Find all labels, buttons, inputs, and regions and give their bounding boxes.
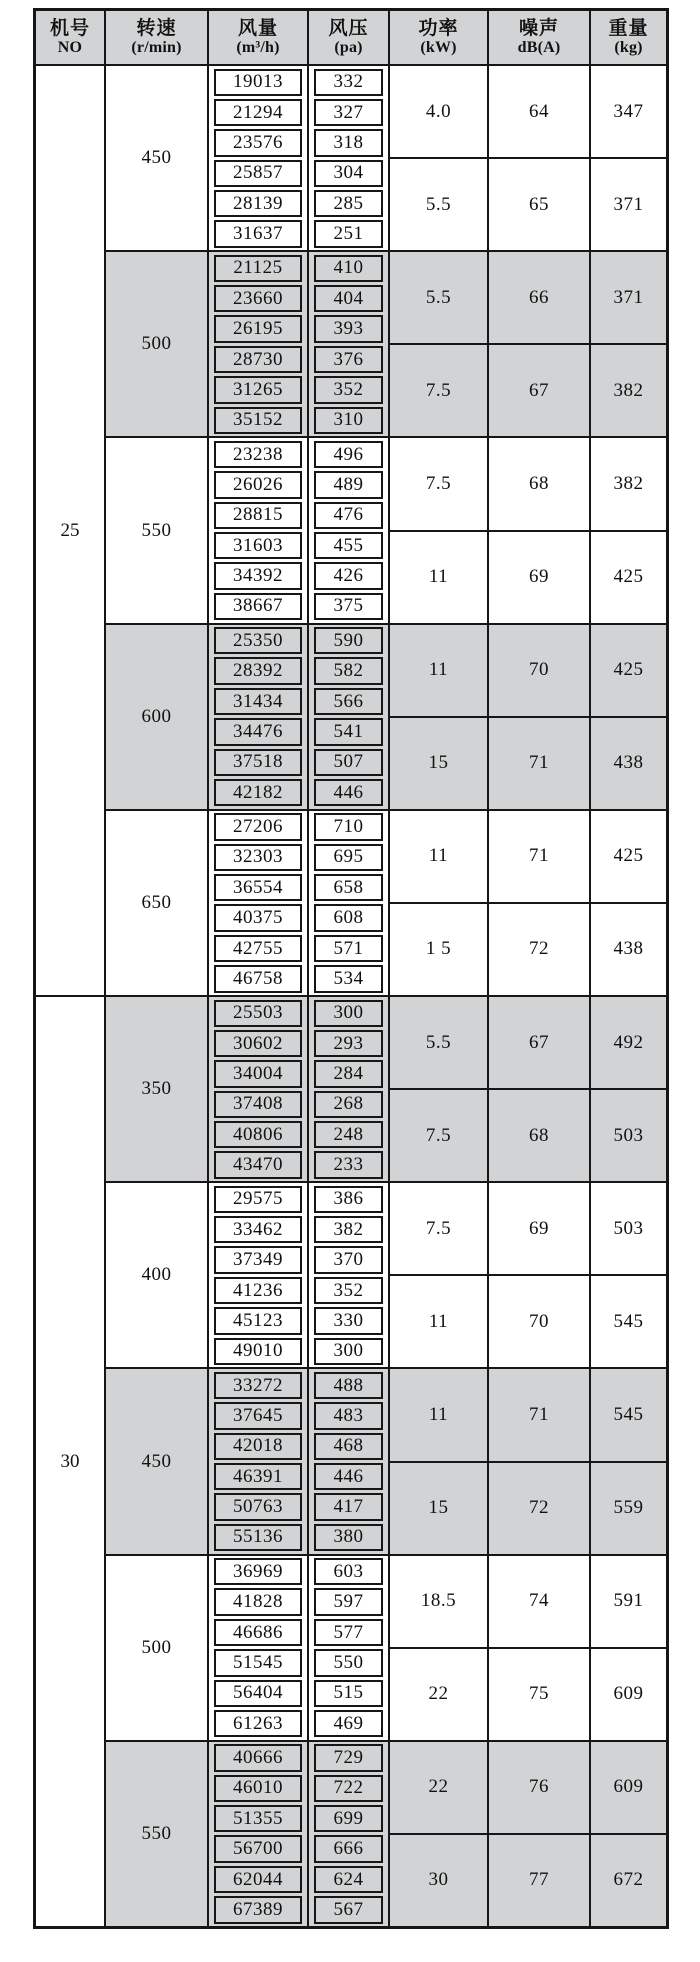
pressure-cell: 382 bbox=[314, 1216, 383, 1243]
airflow-cell: 37645 bbox=[214, 1402, 302, 1429]
pressure-cell: 426 bbox=[314, 562, 383, 589]
airflow-column bbox=[209, 438, 309, 622]
airflow-cell: 46686 bbox=[214, 1619, 302, 1646]
pressure-cell: 376 bbox=[314, 346, 383, 373]
pressure-cell: 603 bbox=[314, 1558, 383, 1585]
airflow-cell: 41828 bbox=[214, 1588, 302, 1615]
speed-cell: 600 bbox=[106, 625, 209, 809]
noise-cell: 71 bbox=[489, 1369, 591, 1460]
airflow-cell: 45123 bbox=[214, 1307, 302, 1334]
speed-group bbox=[106, 1369, 666, 1555]
airflow-cell: 37518 bbox=[214, 749, 302, 776]
airflow-cell: 23660 bbox=[214, 285, 302, 312]
pressure-cell: 417 bbox=[314, 1493, 383, 1520]
pressure-cell: 577 bbox=[314, 1619, 383, 1646]
airflow-cell: 41236 bbox=[214, 1277, 302, 1304]
table-row-block bbox=[390, 532, 666, 623]
header-label-line2: (kW) bbox=[420, 39, 457, 57]
airflow-cell: 40666 bbox=[214, 1744, 302, 1771]
noise-cell: 74 bbox=[489, 1556, 591, 1647]
pressure-cell: 496 bbox=[314, 441, 383, 468]
merged-blocks bbox=[390, 625, 666, 809]
airflow-cell: 42018 bbox=[214, 1433, 302, 1460]
airflow-cell: 46758 bbox=[214, 965, 302, 992]
table-row-block bbox=[390, 1276, 666, 1367]
merged-blocks bbox=[390, 1369, 666, 1553]
noise-cell: 69 bbox=[489, 532, 591, 623]
table-row-block bbox=[390, 997, 666, 1090]
airflow-column bbox=[209, 997, 309, 1181]
power-cell: 11 bbox=[390, 532, 489, 623]
pressure-cell: 410 bbox=[314, 255, 383, 282]
pressure-column bbox=[309, 811, 390, 995]
pressure-cell: 476 bbox=[314, 502, 383, 529]
noise-cell: 65 bbox=[489, 159, 591, 250]
power-cell: 15 bbox=[390, 718, 489, 809]
weight-cell: 503 bbox=[613, 1124, 644, 1146]
weight-cell: 438 bbox=[613, 938, 644, 960]
table-section-no-25 bbox=[36, 66, 666, 997]
table-row-block bbox=[390, 1649, 666, 1740]
merged-blocks bbox=[390, 811, 666, 995]
pressure-cell: 327 bbox=[314, 99, 383, 126]
airflow-column bbox=[209, 1369, 309, 1553]
power-cell: 18.5 bbox=[390, 1556, 489, 1647]
airflow-cell: 62044 bbox=[214, 1866, 302, 1893]
airflow-column bbox=[209, 66, 309, 250]
airflow-cell: 27206 bbox=[214, 813, 302, 840]
merged-blocks bbox=[390, 997, 666, 1181]
speed-group bbox=[106, 811, 666, 995]
weight-cell: 347 bbox=[613, 100, 644, 122]
table-row-block bbox=[390, 1742, 666, 1835]
power-cell: 1 5 bbox=[390, 904, 489, 995]
merged-blocks bbox=[390, 66, 666, 250]
weight-cell: 492 bbox=[613, 1031, 644, 1053]
pressure-cell: 446 bbox=[314, 779, 383, 806]
pressure-cell: 446 bbox=[314, 1463, 383, 1490]
pressure-cell: 375 bbox=[314, 593, 383, 620]
pressure-cell: 284 bbox=[314, 1060, 383, 1087]
pressure-cell: 468 bbox=[314, 1433, 383, 1460]
speed-groups bbox=[106, 997, 666, 1926]
airflow-cell: 61263 bbox=[214, 1710, 302, 1737]
airflow-column bbox=[209, 811, 309, 995]
airflow-cell: 31637 bbox=[214, 220, 302, 247]
airflow-cell: 49010 bbox=[214, 1338, 302, 1365]
weight-cell: 545 bbox=[613, 1310, 644, 1332]
airflow-cell: 67389 bbox=[214, 1896, 302, 1923]
airflow-cell: 23238 bbox=[214, 441, 302, 468]
noise-cell: 67 bbox=[489, 997, 591, 1088]
pressure-column bbox=[309, 1369, 390, 1553]
header-cell-1 bbox=[36, 11, 106, 64]
header-label-line2: (m³/h) bbox=[236, 39, 280, 57]
airflow-cell: 56700 bbox=[214, 1835, 302, 1862]
weight-cell: 438 bbox=[613, 752, 644, 774]
table-row-block bbox=[390, 1556, 666, 1649]
pressure-cell: 304 bbox=[314, 160, 383, 187]
noise-cell: 72 bbox=[489, 904, 591, 995]
table-row-block bbox=[390, 159, 666, 250]
airflow-cell: 43470 bbox=[214, 1151, 302, 1178]
weight-cell: 503 bbox=[613, 1217, 644, 1239]
pressure-cell: 393 bbox=[314, 315, 383, 342]
pressure-cell: 710 bbox=[314, 813, 383, 840]
table-row-block bbox=[390, 1183, 666, 1276]
power-cell: 7.5 bbox=[390, 1183, 489, 1274]
table-row-block bbox=[390, 1090, 666, 1181]
power-cell: 11 bbox=[390, 811, 489, 902]
airflow-cell: 25857 bbox=[214, 160, 302, 187]
power-cell: 22 bbox=[390, 1649, 489, 1740]
weight-cell: 425 bbox=[613, 845, 644, 867]
power-cell: 11 bbox=[390, 1276, 489, 1367]
speed-cell: 650 bbox=[106, 811, 209, 995]
header-cell-6 bbox=[489, 11, 591, 64]
pressure-cell: 370 bbox=[314, 1246, 383, 1273]
noise-cell: 70 bbox=[489, 625, 591, 716]
pressure-cell: 624 bbox=[314, 1866, 383, 1893]
noise-cell: 77 bbox=[489, 1835, 591, 1926]
table-row-block bbox=[390, 718, 666, 809]
pressure-cell: 248 bbox=[314, 1121, 383, 1148]
pressure-cell: 489 bbox=[314, 471, 383, 498]
power-cell: 5.5 bbox=[390, 252, 489, 343]
airflow-cell: 34476 bbox=[214, 718, 302, 745]
power-cell: 7.5 bbox=[390, 345, 489, 436]
airflow-cell: 26026 bbox=[214, 471, 302, 498]
pressure-cell: 352 bbox=[314, 376, 383, 403]
weight-cell: 609 bbox=[613, 1683, 644, 1705]
noise-cell: 68 bbox=[489, 1090, 591, 1181]
airflow-cell: 34392 bbox=[214, 562, 302, 589]
airflow-cell: 29575 bbox=[214, 1186, 302, 1213]
pressure-column bbox=[309, 66, 390, 250]
header-label-line2: (r/min) bbox=[131, 39, 182, 57]
speed-cell: 350 bbox=[106, 997, 209, 1181]
pressure-cell: 582 bbox=[314, 657, 383, 684]
noise-cell: 64 bbox=[489, 66, 591, 157]
airflow-cell: 51355 bbox=[214, 1805, 302, 1832]
airflow-cell: 40375 bbox=[214, 904, 302, 931]
airflow-cell: 28392 bbox=[214, 657, 302, 684]
pressure-cell: 695 bbox=[314, 844, 383, 871]
pressure-column bbox=[309, 438, 390, 622]
airflow-cell: 23576 bbox=[214, 129, 302, 156]
airflow-cell: 37408 bbox=[214, 1091, 302, 1118]
pressure-cell: 541 bbox=[314, 718, 383, 745]
pressure-cell: 251 bbox=[314, 220, 383, 247]
table-row-block bbox=[390, 625, 666, 718]
speed-cell: 450 bbox=[106, 66, 209, 250]
airflow-cell: 35152 bbox=[214, 407, 302, 434]
pressure-cell: 310 bbox=[314, 407, 383, 434]
header-cell-7 bbox=[591, 11, 666, 64]
header-label-line1: 机号 bbox=[49, 17, 90, 39]
header-label-line2: (pa) bbox=[334, 39, 363, 57]
airflow-cell: 42182 bbox=[214, 779, 302, 806]
table-row-block bbox=[390, 252, 666, 345]
pressure-cell: 300 bbox=[314, 1338, 383, 1365]
airflow-cell: 21294 bbox=[214, 99, 302, 126]
pressure-cell: 285 bbox=[314, 190, 383, 217]
pressure-cell: 729 bbox=[314, 1744, 383, 1771]
weight-cell: 559 bbox=[613, 1497, 644, 1519]
weight-cell: 382 bbox=[613, 379, 644, 401]
table-row-block bbox=[390, 1463, 666, 1554]
table-row-block bbox=[390, 345, 666, 436]
pressure-cell: 380 bbox=[314, 1524, 383, 1551]
weight-cell: 382 bbox=[613, 472, 644, 494]
airflow-cell: 56404 bbox=[214, 1680, 302, 1707]
speed-group bbox=[106, 252, 666, 438]
pressure-cell: 658 bbox=[314, 874, 383, 901]
airflow-cell: 36969 bbox=[214, 1558, 302, 1585]
header-label-line1: 转速 bbox=[136, 17, 177, 39]
weight-cell: 609 bbox=[613, 1776, 644, 1798]
airflow-cell: 40806 bbox=[214, 1121, 302, 1148]
airflow-cell: 31603 bbox=[214, 532, 302, 559]
table-row-block bbox=[390, 904, 666, 995]
pressure-cell: 597 bbox=[314, 1588, 383, 1615]
pressure-cell: 332 bbox=[314, 69, 383, 96]
noise-cell: 72 bbox=[489, 1463, 591, 1554]
pressure-cell: 386 bbox=[314, 1186, 383, 1213]
power-cell: 15 bbox=[390, 1463, 489, 1554]
pressure-cell: 488 bbox=[314, 1372, 383, 1399]
pressure-cell: 515 bbox=[314, 1680, 383, 1707]
table-body bbox=[36, 66, 666, 1926]
speed-group bbox=[106, 625, 666, 811]
weight-cell: 425 bbox=[613, 566, 644, 588]
noise-cell: 71 bbox=[489, 718, 591, 809]
header-label-line1: 风压 bbox=[328, 17, 369, 39]
airflow-cell: 50763 bbox=[214, 1493, 302, 1520]
airflow-cell: 19013 bbox=[214, 69, 302, 96]
speed-cell: 450 bbox=[106, 1369, 209, 1553]
merged-blocks bbox=[390, 1742, 666, 1926]
speed-cell: 500 bbox=[106, 1556, 209, 1740]
speed-cell: 500 bbox=[106, 252, 209, 436]
header-cell-5 bbox=[390, 11, 489, 64]
airflow-cell: 25503 bbox=[214, 1000, 302, 1027]
airflow-cell: 21125 bbox=[214, 255, 302, 282]
header-cell-4 bbox=[309, 11, 390, 64]
pressure-column bbox=[309, 1183, 390, 1367]
airflow-cell: 25350 bbox=[214, 627, 302, 654]
pressure-cell: 268 bbox=[314, 1091, 383, 1118]
speed-cell: 550 bbox=[106, 438, 209, 622]
pressure-cell: 233 bbox=[314, 1151, 383, 1178]
table-row-block bbox=[390, 438, 666, 531]
pressure-cell: 330 bbox=[314, 1307, 383, 1334]
header-label-line1: 风量 bbox=[237, 17, 278, 39]
speed-group bbox=[106, 1183, 666, 1369]
airflow-cell: 42755 bbox=[214, 935, 302, 962]
weight-cell: 371 bbox=[613, 193, 644, 215]
noise-cell: 70 bbox=[489, 1276, 591, 1367]
pressure-cell: 590 bbox=[314, 627, 383, 654]
airflow-column bbox=[209, 252, 309, 436]
airflow-cell: 46391 bbox=[214, 1463, 302, 1490]
airflow-cell: 33462 bbox=[214, 1216, 302, 1243]
power-cell: 30 bbox=[390, 1835, 489, 1926]
pressure-cell: 608 bbox=[314, 904, 383, 931]
machine-no-cell: 25 bbox=[36, 66, 106, 995]
header-label-line1: 功率 bbox=[418, 17, 459, 39]
power-cell: 5.5 bbox=[390, 159, 489, 250]
pressure-cell: 666 bbox=[314, 1835, 383, 1862]
airflow-cell: 28139 bbox=[214, 190, 302, 217]
header-label-line2: dB(A) bbox=[517, 39, 561, 57]
pressure-cell: 571 bbox=[314, 935, 383, 962]
power-cell: 5.5 bbox=[390, 997, 489, 1088]
pressure-column bbox=[309, 625, 390, 809]
pressure-cell: 566 bbox=[314, 688, 383, 715]
airflow-column bbox=[209, 1742, 309, 1926]
noise-cell: 68 bbox=[489, 438, 591, 529]
merged-blocks bbox=[390, 252, 666, 436]
pressure-cell: 469 bbox=[314, 1710, 383, 1737]
pressure-column bbox=[309, 252, 390, 436]
airflow-column bbox=[209, 1183, 309, 1367]
pressure-cell: 567 bbox=[314, 1896, 383, 1923]
fan-spec-table bbox=[33, 8, 669, 1929]
table-row-block bbox=[390, 66, 666, 159]
header-label-line1: 重量 bbox=[608, 17, 649, 39]
airflow-cell: 55136 bbox=[214, 1524, 302, 1551]
pressure-column bbox=[309, 1742, 390, 1926]
pressure-cell: 404 bbox=[314, 285, 383, 312]
airflow-cell: 32303 bbox=[214, 844, 302, 871]
header-label-line2: NO bbox=[57, 39, 83, 57]
power-cell: 11 bbox=[390, 625, 489, 716]
power-cell: 22 bbox=[390, 1742, 489, 1833]
airflow-cell: 33272 bbox=[214, 1372, 302, 1399]
weight-cell: 591 bbox=[613, 1590, 644, 1612]
pressure-cell: 300 bbox=[314, 1000, 383, 1027]
power-cell: 7.5 bbox=[390, 438, 489, 529]
airflow-cell: 26195 bbox=[214, 315, 302, 342]
airflow-cell: 36554 bbox=[214, 874, 302, 901]
pressure-cell: 550 bbox=[314, 1649, 383, 1676]
pressure-cell: 722 bbox=[314, 1775, 383, 1802]
airflow-cell: 38667 bbox=[214, 593, 302, 620]
airflow-cell: 31265 bbox=[214, 376, 302, 403]
power-cell: 4.0 bbox=[390, 66, 489, 157]
airflow-column bbox=[209, 1556, 309, 1740]
noise-cell: 67 bbox=[489, 345, 591, 436]
airflow-cell: 28815 bbox=[214, 502, 302, 529]
noise-cell: 66 bbox=[489, 252, 591, 343]
table-row-block bbox=[390, 811, 666, 904]
weight-cell: 545 bbox=[613, 1403, 644, 1425]
weight-cell: 672 bbox=[613, 1869, 644, 1891]
merged-blocks bbox=[390, 1556, 666, 1740]
airflow-cell: 37349 bbox=[214, 1246, 302, 1273]
table-row-block bbox=[390, 1835, 666, 1926]
airflow-cell: 28730 bbox=[214, 346, 302, 373]
pressure-cell: 483 bbox=[314, 1402, 383, 1429]
speed-group bbox=[106, 438, 666, 624]
pressure-column bbox=[309, 997, 390, 1181]
table-section-no-30 bbox=[36, 997, 666, 1926]
power-cell: 11 bbox=[390, 1369, 489, 1460]
noise-cell: 75 bbox=[489, 1649, 591, 1740]
header-label-line2: (kg) bbox=[614, 39, 643, 57]
machine-no-cell: 30 bbox=[36, 997, 106, 1926]
merged-blocks bbox=[390, 438, 666, 622]
noise-cell: 76 bbox=[489, 1742, 591, 1833]
header-cell-2 bbox=[106, 11, 209, 64]
airflow-cell: 51545 bbox=[214, 1649, 302, 1676]
speed-cell: 400 bbox=[106, 1183, 209, 1367]
airflow-column bbox=[209, 625, 309, 809]
merged-blocks bbox=[390, 1183, 666, 1367]
airflow-cell: 46010 bbox=[214, 1775, 302, 1802]
noise-cell: 69 bbox=[489, 1183, 591, 1274]
pressure-cell: 293 bbox=[314, 1030, 383, 1057]
pressure-cell: 507 bbox=[314, 749, 383, 776]
speed-groups bbox=[106, 66, 666, 995]
weight-cell: 371 bbox=[613, 286, 644, 308]
pressure-cell: 352 bbox=[314, 1277, 383, 1304]
airflow-cell: 34004 bbox=[214, 1060, 302, 1087]
power-cell: 7.5 bbox=[390, 1090, 489, 1181]
pressure-cell: 318 bbox=[314, 129, 383, 156]
airflow-cell: 30602 bbox=[214, 1030, 302, 1057]
header-cell-3 bbox=[209, 11, 309, 64]
speed-group bbox=[106, 1556, 666, 1742]
header-label-line1: 噪声 bbox=[518, 17, 559, 39]
airflow-cell: 31434 bbox=[214, 688, 302, 715]
speed-group bbox=[106, 997, 666, 1183]
pressure-column bbox=[309, 1556, 390, 1740]
weight-cell: 425 bbox=[613, 659, 644, 681]
table-header-row bbox=[36, 11, 666, 66]
pressure-cell: 699 bbox=[314, 1805, 383, 1832]
speed-group bbox=[106, 1742, 666, 1926]
speed-cell: 550 bbox=[106, 1742, 209, 1926]
noise-cell: 71 bbox=[489, 811, 591, 902]
pressure-cell: 534 bbox=[314, 965, 383, 992]
pressure-cell: 455 bbox=[314, 532, 383, 559]
table-row-block bbox=[390, 1369, 666, 1462]
speed-group bbox=[106, 66, 666, 252]
